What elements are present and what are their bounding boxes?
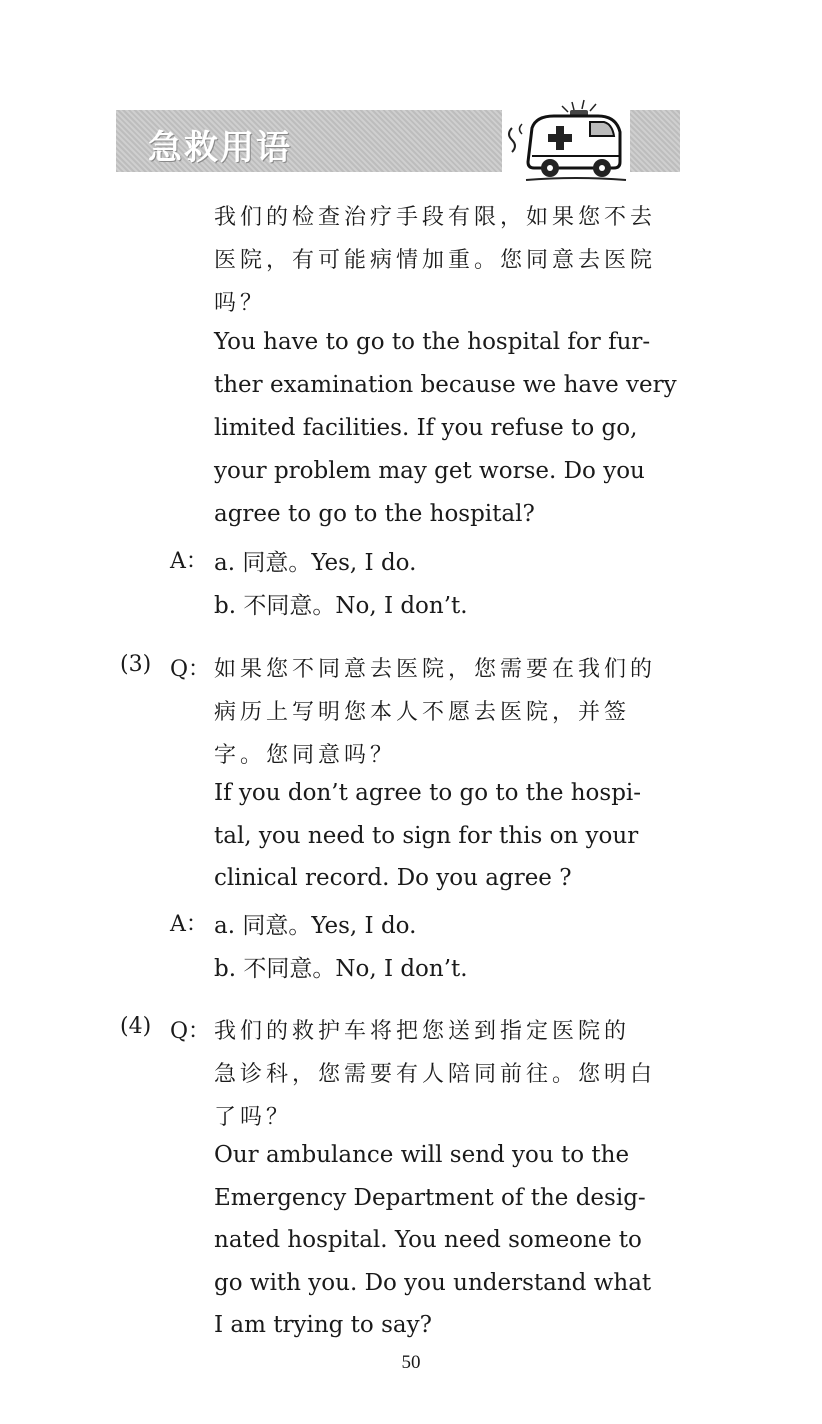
q3-answer-b: b. 不同意。No, I don’t. <box>214 956 468 982</box>
q3-zh-line-3: 字。您同意吗？ <box>214 743 397 768</box>
q2-en-line-3: limited facilities. If you refuse to go, <box>214 415 638 441</box>
q3-en-line-2: tal, you need to sign for this on your <box>214 823 639 849</box>
q3-number: (3) <box>120 652 152 677</box>
q3-en-line-3: clinical record. Do you agree ? <box>214 865 572 891</box>
q4-q-label: Q： <box>170 1019 211 1044</box>
ambulance-icon <box>502 98 630 182</box>
q4-en-line-2: Emergency Department of the desig- <box>214 1185 646 1211</box>
q4-number: (4) <box>120 1014 152 1039</box>
q4-en-line-5: I am trying to say? <box>214 1312 432 1338</box>
q3-answer-a: a. 同意。Yes, I do. <box>214 913 417 939</box>
q2-en-line-1: You have to go to the hospital for fur- <box>214 329 651 355</box>
q4-zh-line-3: 了吗？ <box>214 1105 293 1130</box>
q2-answer-a: a. 同意。Yes, I do. <box>214 550 417 576</box>
section-header <box>116 108 680 174</box>
q2-zh-line-1: 我们的检查治疗手段有限，如果您不去 <box>214 205 657 230</box>
q4-en-line-4: go with you. Do you understand what <box>214 1270 652 1296</box>
q2-en-line-2: ther examination because we have very <box>214 372 677 398</box>
q4-en-line-3: nated hospital. You need someone to <box>214 1227 642 1253</box>
q2-answer-b: b. 不同意。No, I don’t. <box>214 593 468 619</box>
q4-zh-line-2: 急诊科，您需要有人陪同前往。您明白 <box>214 1062 657 1087</box>
q4-en-line-1: Our ambulance will send you to the <box>214 1142 630 1168</box>
q3-zh-line-2: 病历上写明您本人不愿去医院，并签 <box>214 700 631 725</box>
q3-answer-label: A： <box>170 912 208 937</box>
section-title: 急救用语 <box>148 128 292 168</box>
q2-en-line-4: your problem may get worse. Do you <box>214 458 645 484</box>
q2-answer-label: A： <box>170 549 208 574</box>
q3-q-label: Q： <box>170 657 211 682</box>
q3-en-line-1: If you don’t agree to go to the hospi- <box>214 780 642 806</box>
header-band-right <box>630 110 680 172</box>
q4-zh-line-1: 我们的救护车将把您送到指定医院的 <box>214 1019 631 1044</box>
page-number: 50 <box>401 1352 421 1373</box>
q2-en-line-5: agree to go to the hospital? <box>214 501 535 527</box>
q2-zh-line-2: 医院，有可能病情加重。您同意去医院 <box>214 248 657 273</box>
q2-zh-line-3: 吗？ <box>214 291 267 316</box>
q3-zh-line-1: 如果您不同意去医院，您需要在我们的 <box>214 657 657 682</box>
